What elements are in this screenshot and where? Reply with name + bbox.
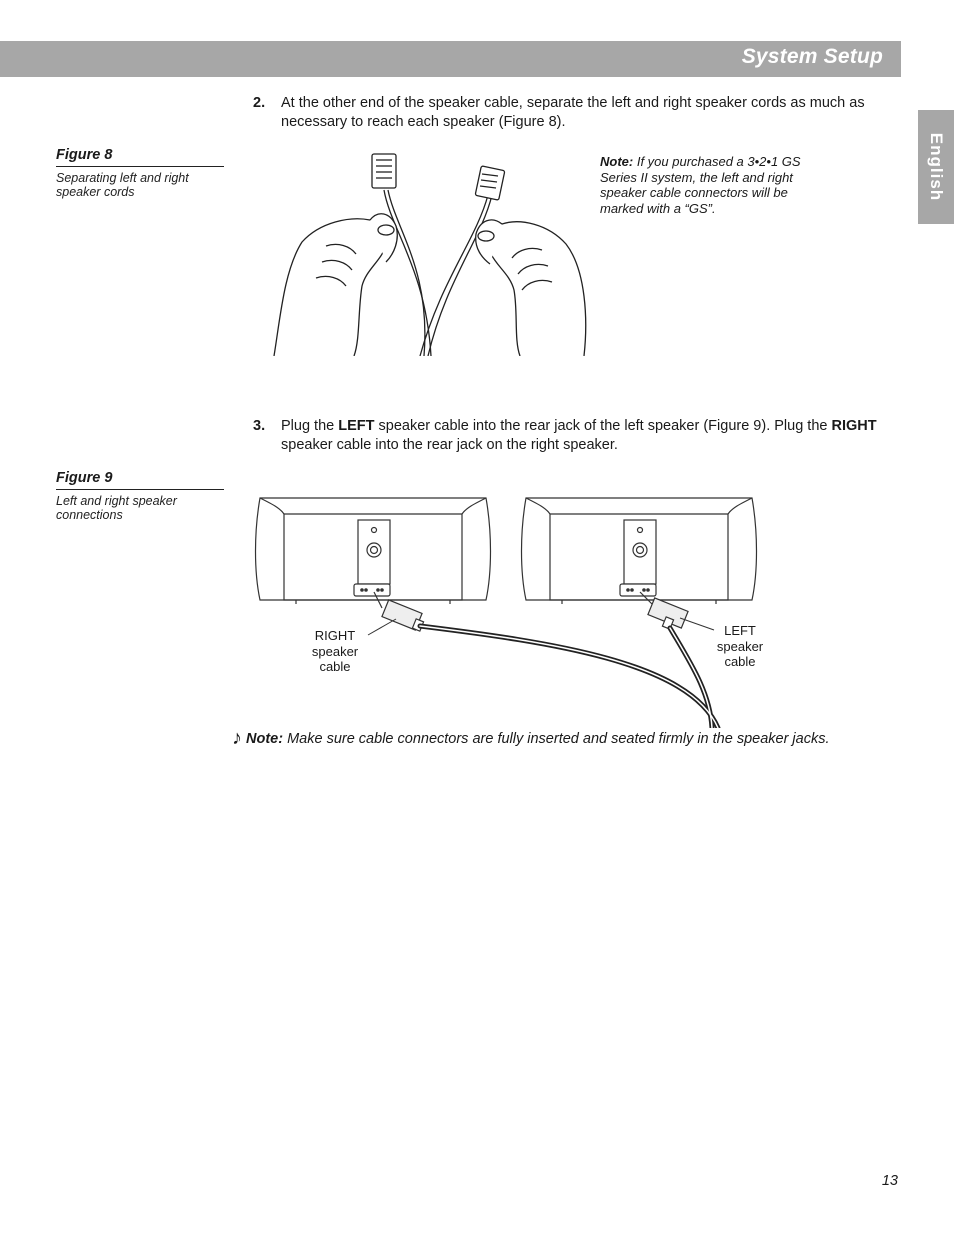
step-text-part: Plug the bbox=[281, 418, 339, 434]
step-2 bbox=[253, 94, 898, 132]
figure-title: Figure 9 bbox=[56, 470, 224, 490]
figure-caption: Separating left and right speaker cords bbox=[56, 171, 189, 199]
music-note-icon: ♪ bbox=[232, 727, 242, 749]
header-bar bbox=[0, 41, 901, 77]
side-note bbox=[600, 154, 815, 216]
language-tab-label: English bbox=[927, 132, 946, 202]
label-line: speaker bbox=[311, 643, 359, 659]
label-line: cable bbox=[724, 654, 756, 669]
label-line: LEFT bbox=[724, 623, 756, 638]
step-text-part: speaker cable into the rear jack on the right speaker. bbox=[281, 437, 618, 453]
bottom-note-text: Make sure cable connectors are fully inserted and seated firmly in the speaker jacks. bbox=[283, 731, 830, 747]
step-text bbox=[281, 417, 898, 455]
figure-title: Figure 8 bbox=[56, 147, 224, 167]
label-line: RIGHT bbox=[314, 628, 356, 643]
side-note-label: Note: bbox=[600, 154, 634, 169]
step-text-part: speaker cable into the rear jack of the left speaker (Figure 9). Plug the bbox=[374, 418, 832, 434]
page-number: 13 bbox=[881, 1173, 898, 1189]
step-text-bold: RIGHT bbox=[831, 418, 877, 434]
step-number: 3. bbox=[253, 418, 266, 434]
bottom-note-label: Note: bbox=[246, 731, 284, 747]
step-3 bbox=[253, 417, 898, 455]
step-number: 2. bbox=[253, 95, 266, 111]
side-note-text: If you purchased a 3•2•1 GS Series II system, the left and right speaker cable connectors will be marked with a “GS”. bbox=[600, 154, 801, 216]
label-line: speaker bbox=[716, 638, 764, 654]
right-speaker-cable-label bbox=[300, 628, 370, 675]
figure-caption: Left and right speaker connections bbox=[56, 494, 177, 522]
figure-8-caption-block bbox=[56, 147, 224, 199]
step-text: At the other end of the speaker cable, separate the left and right speaker cords as much as necessary to reach each speaker (Figure 8). bbox=[281, 95, 865, 130]
label-line: cable bbox=[319, 659, 351, 674]
figure-9-caption-block bbox=[56, 470, 224, 522]
figure-8-illustration bbox=[266, 150, 596, 356]
bottom-note bbox=[232, 727, 892, 750]
left-speaker-cable-label bbox=[705, 623, 775, 670]
language-tab bbox=[918, 110, 954, 224]
step-text-bold: LEFT bbox=[338, 418, 375, 434]
figure-9-illustration bbox=[250, 492, 770, 728]
page-title: System Setup bbox=[741, 45, 883, 68]
